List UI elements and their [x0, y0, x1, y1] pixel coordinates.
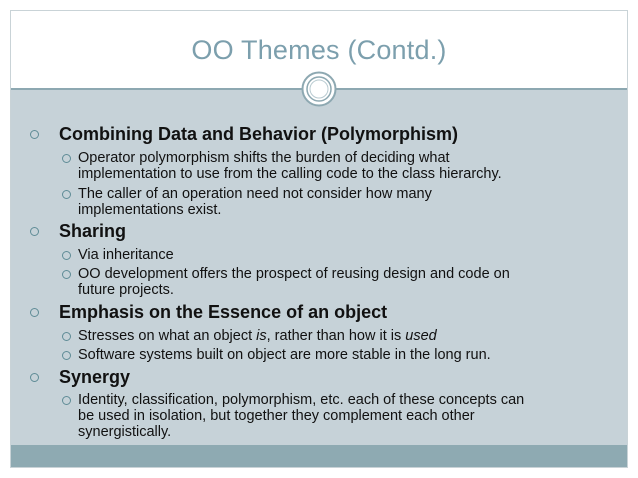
small-hollow-circle-bullet-icon: [62, 190, 71, 199]
section-heading: Emphasis on the Essence of an object: [59, 302, 388, 322]
concentric-circle-ornament-icon: [301, 71, 337, 107]
small-hollow-circle-bullet-icon: [62, 270, 71, 279]
point-text: Via inheritance: [78, 247, 174, 263]
small-hollow-circle-bullet-icon: [62, 396, 71, 405]
small-hollow-circle-bullet-icon: [62, 332, 71, 341]
footer-bar: [11, 445, 627, 467]
point-text: Identity, classification, polymorphism, etc. each of these concepts can be used in isolation, but together they complement each other synergistically.: [78, 392, 525, 440]
small-hollow-circle-bullet-icon: [62, 154, 71, 163]
point-text: Stresses on what an object is, rather than how it is used: [78, 328, 437, 344]
hollow-circle-bullet-icon: [30, 227, 39, 236]
point-text: The caller of an operation need not consider how many implementations exist.: [78, 186, 432, 218]
slide-title: OO Themes (Contd.): [191, 35, 447, 65]
point-text: Operator polymorphism shifts the burden of deciding what implementation to use from the calling code to the class hierarchy.: [78, 150, 502, 182]
small-hollow-circle-bullet-icon: [62, 251, 71, 260]
hollow-circle-bullet-icon: [30, 308, 39, 317]
hollow-circle-bullet-icon: [30, 130, 39, 139]
small-hollow-circle-bullet-icon: [62, 351, 71, 360]
point-text: OO development offers the prospect of reusing design and code on future projects.: [78, 266, 510, 298]
section-heading: Sharing: [59, 221, 127, 241]
section-heading: Synergy: [59, 367, 131, 387]
section-heading: Combining Data and Behavior (Polymorphism): [59, 124, 459, 144]
point-text: Software systems built on object are more stable in the long run.: [78, 347, 491, 363]
slide: [10, 10, 628, 468]
content-area: [11, 90, 627, 445]
hollow-circle-bullet-icon: [30, 373, 39, 382]
